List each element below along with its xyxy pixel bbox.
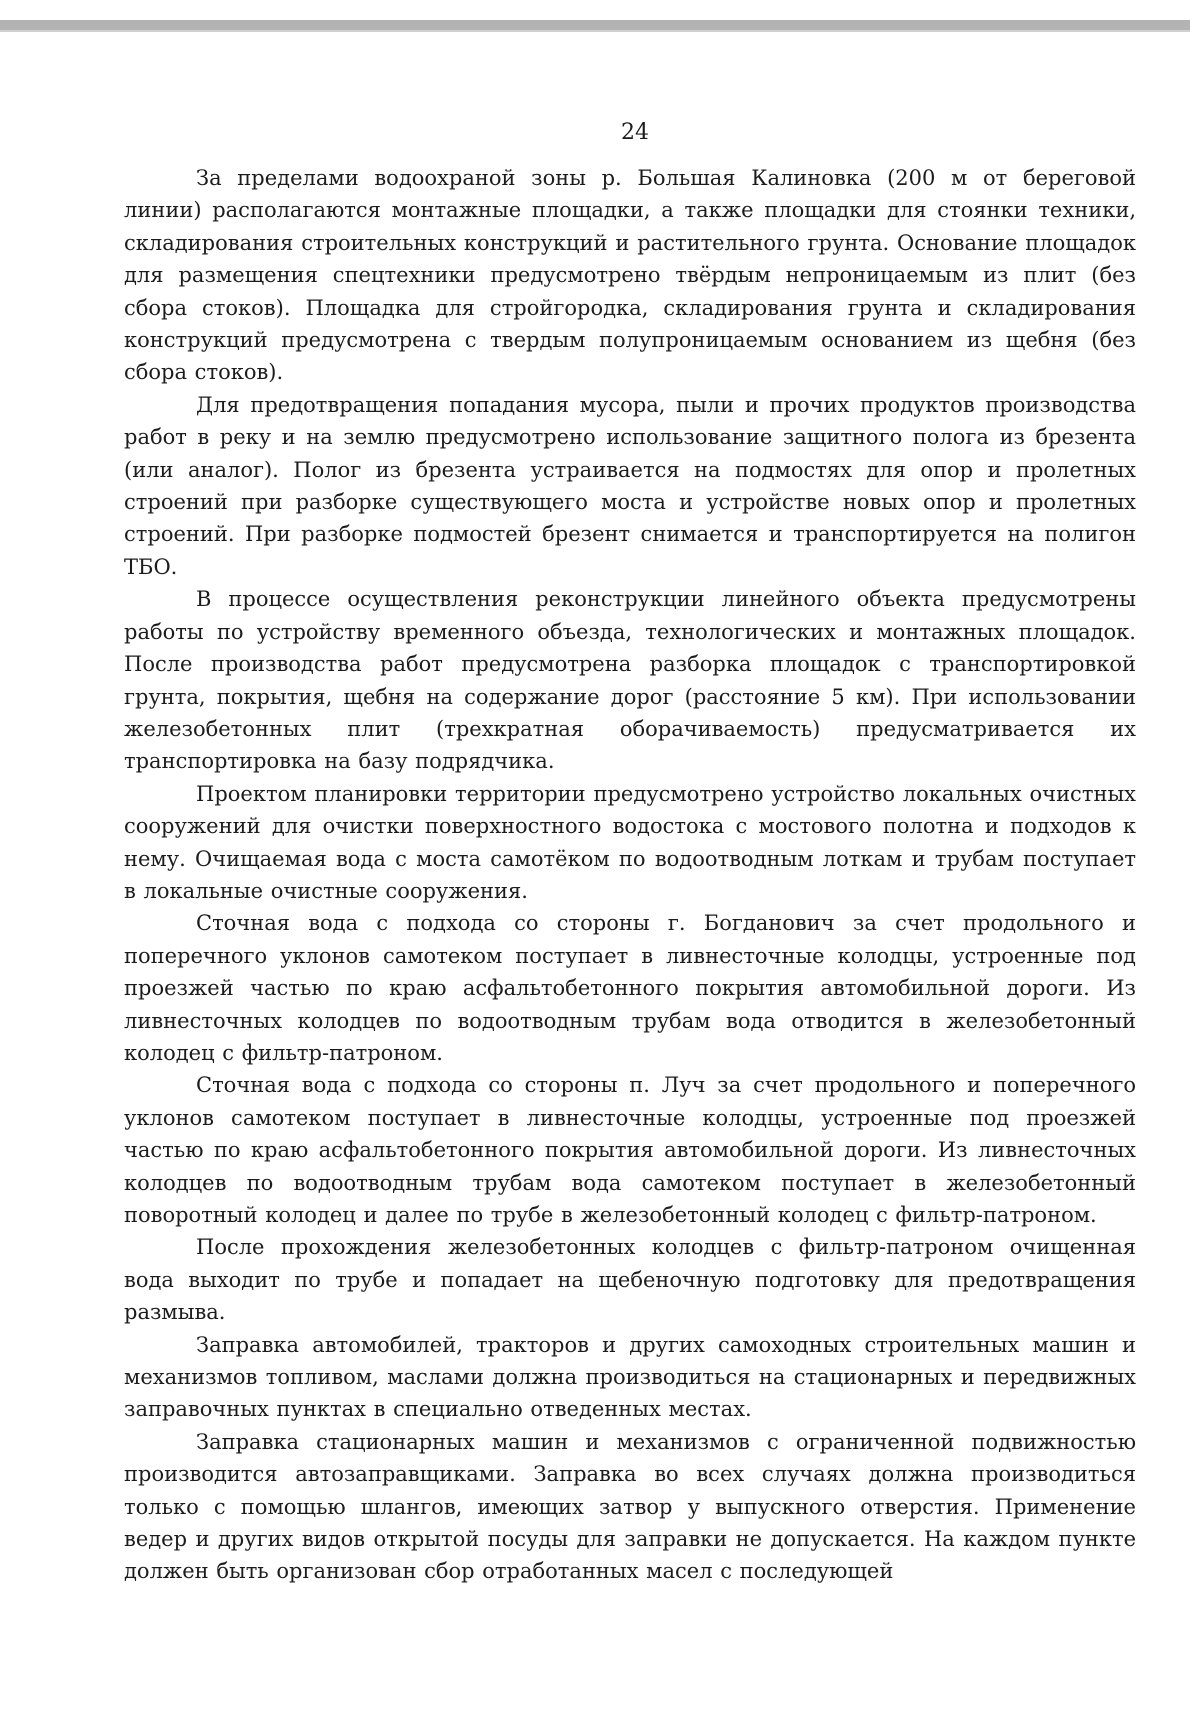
scan-top-band (0, 20, 1190, 30)
document-body (124, 162, 1136, 1588)
paragraph-luch-runoff: Сточная вода с подхода со стороны п. Луч за счет продольного и поперечного уклонов самотеком поступает в ливнесточные колодцы, устроенные под проезжей частью по краю асфальтобетонного покрытия автомобильной дороги. Из ливнесточных колодцев по водоотводным трубам вода самотеком поступает в железобетонный поворотный колодец и далее по трубе в железобетонный колодец с фильтр-патроном. (124, 1073, 1136, 1227)
page-number: 24 (621, 120, 649, 145)
paragraph-treatment-facilities: Проектом планировки территории предусмотрено устройство локальных очистных сооружений для очистки поверхностного водостока с мостового полотна и подходов к нему. Очищаемая вода с моста самотёком по водоотводным лоткам и трубам поступает в локальные очистные сооружения. (124, 781, 1136, 903)
paragraph-protective-tarp: Для предотвращения попадания мусора, пыли и прочих продуктов производства работ в реку и на землю предусмотрено использование защитного полога из брезента (или аналог). Полог из брезента устраивается на подмостях для опор и пролетных строений при разборке существующего моста и устройстве новых опор и пролетных строений. При разборке подмостей брезент снимается и транспортируется на полигон ТБО. (124, 392, 1136, 579)
paragraph-temporary-bypass: В процессе осуществления реконструкции линейного объекта предусмотрены работы по устройству временного объезда, технологических и монтажных площадок. После производства работ предусмотрена разборка площадок с транспортировкой грунта, покрытия, щебня на содержание дорог (расстояние 5 км). При использовании железобетонных плит (трехкратная оборачиваемость) предусматривается их транспортировка на базу подрядчика. (124, 587, 1136, 774)
scan-top-edge (0, 30, 1190, 32)
paragraph-work-sites: За пределами водоохраной зоны р. Большая Калиновка (200 м от береговой линии) располагаются монтажные площадки, а также площадки для стоянки техники, складирования строительных конструкций и растительного грунта. Основание площадок для размещения спецтехники предусмотрено твёрдым непроницаемым из плит (без сбора стоков). Площадка для стройгородка, складирования грунта и складирования конструкций предусмотрена с твердым полупроницаемым основанием из щебня (без сбора стоков). (124, 166, 1136, 385)
paragraph-filter-outlet: После прохождения железобетонных колодцев с фильтр-патроном очищенная вода выходит по трубе и попадает на щебеночную подготовку для предотвращения размыва. (124, 1235, 1136, 1325)
paragraph-refueling-stations: Заправка автомобилей, тракторов и других самоходных строительных машин и механизмов топливом, маслами должна производиться на стационарных и передвижных заправочных пунктах в специально отведенных местах. (124, 1332, 1136, 1422)
paragraph-bogdanovich-runoff: Сточная вода с подхода со стороны г. Богданович за счет продольного и поперечного уклонов самотеком поступает в ливнесточные колодцы, устроенные под проезжей частью по краю асфальтобетонного покрытия автомобильной дороги. Из ливнесточных колодцев по водоотводным трубам вода отводится в железобетонный колодец с фильтр-патроном. (124, 911, 1136, 1065)
paragraph-refueling-procedure: Заправка стационарных машин и механизмов с ограниченной подвижностью производится автозаправщиками. Заправка во всех случаях должна производиться только с помощью шлангов, имеющих затвор у выпускного отверстия. Применение ведер и других видов открытой посуды для заправки не допускается. На каждом пункте должен быть организован сбор отработанных масел с последующей (124, 1429, 1136, 1584)
